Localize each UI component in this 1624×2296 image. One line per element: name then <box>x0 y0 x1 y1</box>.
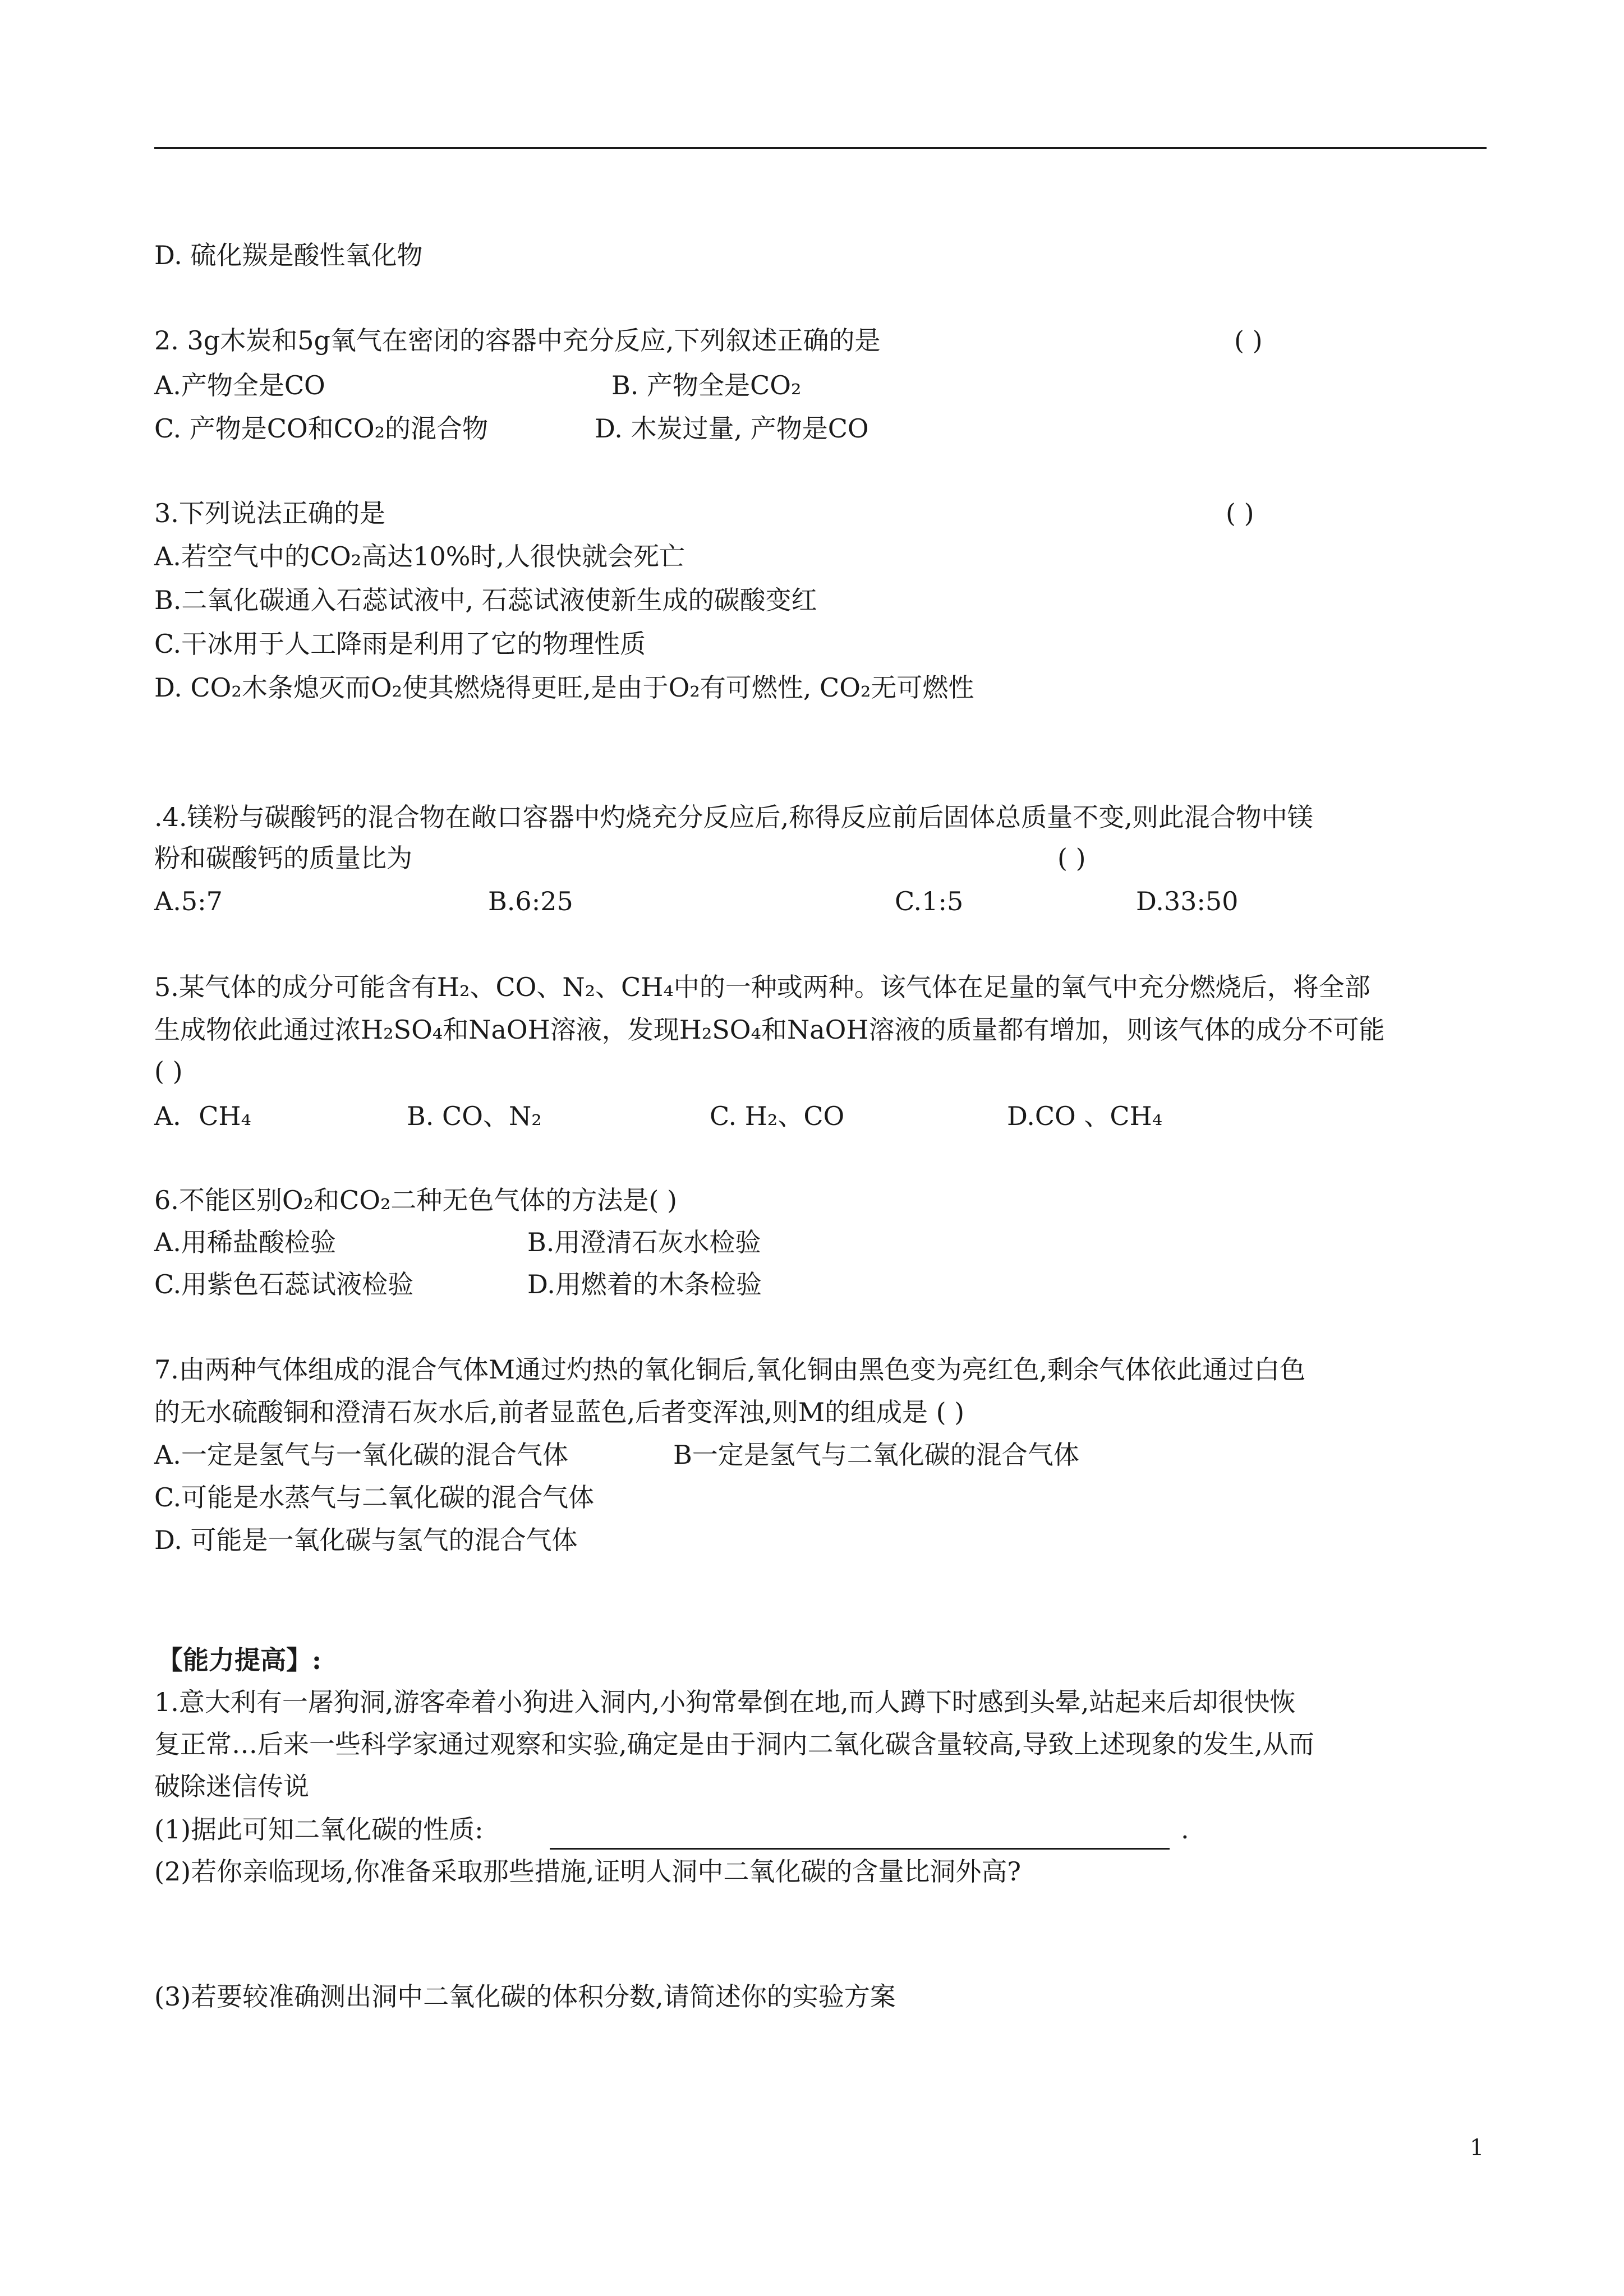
q7-option-a: A.一定是氢气与一氧化碳的混合气体 <box>154 1440 568 1470</box>
q4-answer-paren: ( ) <box>1057 843 1086 873</box>
section-heading: 【能力提高】: <box>157 1645 321 1675</box>
q2-stem: 2. 3g木炭和5g氧气在密闭的容器中充分反应,下列叙述正确的是 <box>154 325 881 356</box>
q5-stem-line1: 5.某气体的成分可能含有H₂、CO、N₂、CH₄中的一种或两种。该气体在足量的氧气中充分燃烧后，将全部 <box>154 972 1370 1002</box>
q2-option-c: C. 产物是CO和CO₂的混合物 <box>154 413 489 444</box>
q2-answer-paren: ( ) <box>1234 325 1263 356</box>
q5-stem-line2: 生成物依此通过浓H₂SO₄和NaOH溶液，发现H₂SO₄和NaOH溶液的质量都有增加，则该气体的成分不可能 <box>154 1015 1385 1045</box>
q6-option-b: B.用澄清石灰水检验 <box>527 1227 761 1257</box>
q3-option-c: C.干冰用于人工降雨是利用了它的物理性质 <box>154 629 646 659</box>
q7-stem-line1: 7.由两种气体组成的混合气体M通过灼热的氧化铜后,氧化铜由黑色变为亮红色,剩余气体依此通过白色 <box>154 1354 1306 1385</box>
q6-option-c: C.用紫色石蕊试液检验 <box>154 1269 414 1299</box>
q4-option-c: C.1:5 <box>895 886 964 916</box>
q5-option-a: A．CH₄ <box>154 1101 251 1131</box>
q5-option-d: D.CO 、CH₄ <box>1007 1101 1163 1131</box>
q4-stem-line2: 粉和碳酸钙的质量比为 <box>154 843 412 873</box>
q4-option-b: B.6:25 <box>488 886 573 916</box>
q3-answer-paren: ( ) <box>1226 498 1254 528</box>
section-p1-line1: 1.意大利有一屠狗洞,游客牵着小狗进入洞内,小狗常晕倒在地,而人蹲下时感到头晕,站起来后却很快恢 <box>154 1687 1296 1717</box>
sub1-answer-blank[interactable] <box>550 1848 1170 1850</box>
q6-option-d: D.用燃着的木条检验 <box>527 1269 762 1299</box>
q6-stem: 6.不能区别O₂和CO₂二种无色气体的方法是( ) <box>154 1185 677 1215</box>
q7-option-d: D. 可能是一氧化碳与氢气的混合气体 <box>154 1525 578 1555</box>
q1-option-d: D. 硫化羰是酸性氧化物 <box>154 240 423 270</box>
section-sub2: (2)若你亲临现场,你准备采取那些措施,证明人洞中二氧化碳的含量比洞外高? <box>154 1856 1022 1887</box>
section-p1-line2: 复正常…后来一些科学家通过观察和实验,确定是由于洞内二氧化碳含量较高,导致上述现象的发生,从而 <box>154 1729 1314 1759</box>
q4-option-d: D.33:50 <box>1136 886 1239 916</box>
q2-option-d: D. 木炭过量, 产物是CO <box>595 413 869 444</box>
q5-option-b: B. CO、N₂ <box>407 1101 542 1131</box>
q3-option-a: A.若空气中的CO₂高达10%时,人很快就会死亡 <box>154 541 686 571</box>
q3-option-d: D. CO₂木条熄灭而O₂使其燃烧得更旺,是由于O₂有可燃性, CO₂无可燃性 <box>154 672 974 703</box>
section-p1-line3: 破除迷信传说 <box>154 1771 309 1801</box>
q2-option-a: A.产物全是CO <box>154 370 325 400</box>
section-sub3: (3)若要较准确测出洞中二氧化碳的体积分数,请简述你的实验方案 <box>154 1981 896 2012</box>
q4-stem-line1: .4.镁粉与碳酸钙的混合物在敞口容器中灼烧充分反应后,称得反应前后固体总质量不变,则此混合物中镁 <box>154 802 1313 832</box>
q3-option-b: B.二氧化碳通入石蕊试液中, 石蕊试液使新生成的碳酸变红 <box>154 585 817 615</box>
q4-option-a: A.5:7 <box>154 886 223 916</box>
q2-option-b: B. 产物全是CO₂ <box>611 370 802 400</box>
page-number: 1 <box>1470 2135 1484 2161</box>
q3-stem: 3.下列说法正确的是 <box>154 498 385 528</box>
q5-option-c: C. H₂、CO <box>710 1101 845 1131</box>
q7-option-b: B一定是氢气与二氧化碳的混合气体 <box>673 1440 1079 1470</box>
header-rule <box>154 147 1487 149</box>
sub1-end: . <box>1181 1814 1189 1845</box>
q5-answer-paren: ( ) <box>154 1056 183 1086</box>
q6-option-a: A.用稀盐酸检验 <box>154 1227 336 1257</box>
q7-option-c: C.可能是水蒸气与二氧化碳的混合气体 <box>154 1482 595 1513</box>
q7-stem-line2: 的无水硫酸铜和澄清石灰水后,前者显蓝色,后者变浑浊,则M的组成是 ( ) <box>154 1397 965 1427</box>
section-sub1: (1)据此可知二氧化碳的性质: <box>154 1814 484 1845</box>
